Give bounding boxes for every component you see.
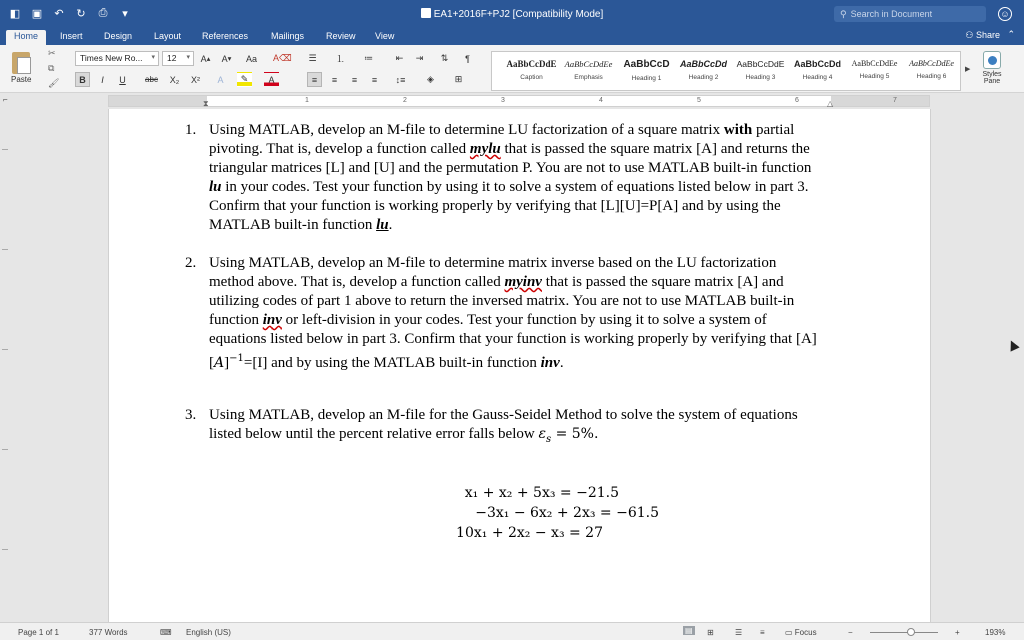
tab-references[interactable]: References xyxy=(202,31,249,41)
customize-toolbar-icon[interactable]: ▾ xyxy=(122,6,128,20)
bold-icon[interactable]: B xyxy=(75,72,90,87)
align-center-icon[interactable]: ≡ xyxy=(331,74,338,85)
style-heading-5[interactable]: AaBbCcDdEe Heading 5 xyxy=(851,59,898,80)
q2-superscript: −1 xyxy=(229,353,244,364)
equation-1: x₁ + x₂ + 5x₃ = −21.5 xyxy=(464,485,619,501)
style-heading-6[interactable]: AaBbCcDdEe Heading 6 xyxy=(909,59,954,80)
numbering-icon[interactable]: ⒈ xyxy=(335,54,345,64)
vruler-tick xyxy=(2,249,8,250)
styles-pane-icon xyxy=(983,51,1001,69)
q3-text: Using MATLAB, develop an M-file for the Gauss-Seidel Method to solve the system of equations listed below until the percent relative error falls below xyxy=(209,407,798,442)
superscript-icon[interactable]: X² xyxy=(191,74,200,85)
equation-system[interactable] xyxy=(409,483,659,543)
focus-icon: ▭ xyxy=(785,628,795,637)
tab-stop-icon[interactable]: ⌐ xyxy=(3,95,8,104)
borders-icon[interactable]: ⊞ xyxy=(454,74,463,84)
tab-review[interactable]: Review xyxy=(326,31,356,41)
ruler-number: 7 xyxy=(893,97,897,104)
list-number: 1. xyxy=(185,122,197,138)
q1-function-mylu: mylu xyxy=(469,141,501,157)
vruler-tick xyxy=(2,349,8,350)
save-icon[interactable]: ▣ xyxy=(31,6,43,20)
paste-label: Paste xyxy=(11,75,32,84)
q1-function-lu-2: lu xyxy=(376,217,389,233)
q2-text: that is passed the square matrix [A] and utilizing codes of part 1 above to return the inversed matrix. You are not to use MATLAB built-in function xyxy=(209,274,795,328)
q1-function-lu: lu xyxy=(209,179,222,195)
sort-icon[interactable]: ⇅ xyxy=(440,53,449,63)
print-icon[interactable]: ⎙ xyxy=(98,6,108,19)
ribbon-tabs xyxy=(0,28,1024,45)
q1-text: Using MATLAB, develop an M-file to determine LU factorization of a square matrix xyxy=(209,122,724,138)
format-painter-icon[interactable]: 🖌 xyxy=(48,78,60,88)
q1-text: that is passed the square matrix [A] and returns the triangular matrices [L] and [U] and the permutation P. You are not to use MATLAB built-in function xyxy=(209,141,812,176)
align-left-icon[interactable]: ≡ xyxy=(307,72,322,87)
zoom-slider[interactable] xyxy=(870,632,938,633)
horizontal-ruler[interactable] xyxy=(0,93,1024,109)
search-input[interactable]: ⚲ Search in Document xyxy=(834,6,986,22)
q2-text: . xyxy=(559,355,564,371)
ruler-track xyxy=(108,95,930,107)
highlight-icon[interactable]: ✎ xyxy=(237,72,252,87)
vruler-tick xyxy=(2,549,8,550)
collapse-ribbon-icon[interactable]: ⌃ xyxy=(1007,29,1015,39)
style-heading-1[interactable]: AaBbCcD Heading 1 xyxy=(623,59,670,82)
ribbon xyxy=(0,45,1024,93)
styles-more-arrow-icon[interactable]: ▶ xyxy=(965,66,971,73)
text-effects-icon[interactable]: A xyxy=(217,74,224,85)
zoom-in-icon[interactable]: + xyxy=(955,628,960,637)
q2-text: or left-division in your codes. Test your function by using it to solve a system of equations listed below in part 3. Confirm that your function is working properly by verifying that [A][ xyxy=(209,312,817,371)
shrink-font-icon[interactable]: A ▾ xyxy=(221,53,232,64)
title-bar xyxy=(0,0,1024,28)
share-button[interactable]: ⚇ Share xyxy=(965,30,1000,40)
ruler-number: 5 xyxy=(697,97,701,104)
undo-icon[interactable]: ↶ xyxy=(54,6,64,20)
question-2[interactable] xyxy=(185,254,819,373)
font-name-select[interactable]: Times New Ro... ▾ xyxy=(75,51,159,66)
strikethrough-icon[interactable]: abc xyxy=(145,75,158,84)
page-count[interactable]: Page 1 of 1 xyxy=(18,628,59,637)
copy-icon[interactable]: ⧉ xyxy=(48,63,55,73)
print-layout-icon[interactable]: ▤ xyxy=(685,626,693,635)
shading-icon[interactable]: ◈ xyxy=(427,74,434,84)
show-formatting-icon[interactable]: ¶ xyxy=(465,53,470,64)
font-size-select[interactable]: 12 ▾ xyxy=(162,51,194,66)
sidebar-toggle-icon[interactable]: ◧ xyxy=(9,6,21,20)
left-margin-shade xyxy=(109,96,207,106)
q1-text: partial pivoting. That is, develop a function called xyxy=(209,122,795,157)
line-spacing-icon[interactable]: ↕≡ xyxy=(395,74,406,85)
font-color-icon[interactable]: A xyxy=(264,72,279,87)
feedback-smiley-icon[interactable]: ☺ xyxy=(998,7,1012,21)
multilevel-list-icon[interactable]: ≔ xyxy=(364,53,373,63)
q1-text: . xyxy=(388,217,393,233)
q2-text: =[I] and by using the MATLAB built-in function xyxy=(243,355,541,371)
question-3[interactable] xyxy=(185,406,819,449)
word-count[interactable]: 377 Words xyxy=(89,628,128,637)
style-caption[interactable]: AaBbCcDdE Caption xyxy=(506,59,557,81)
vruler-tick xyxy=(2,449,8,450)
style-heading-3[interactable]: AaBbCcDdE Heading 3 xyxy=(736,59,785,81)
tab-design[interactable]: Design xyxy=(104,31,133,41)
q2-function-myinv: myinv xyxy=(504,274,542,290)
tab-insert[interactable]: Insert xyxy=(60,31,83,41)
ruler-number: 6 xyxy=(795,97,799,104)
word-doc-icon xyxy=(421,8,431,18)
document-page[interactable] xyxy=(108,109,931,624)
question-1[interactable] xyxy=(185,121,819,235)
q3-math-epsilon: ε xyxy=(538,426,546,442)
tab-view[interactable]: View xyxy=(375,31,395,41)
vruler-tick xyxy=(2,149,8,150)
styles-pane-button[interactable]: Styles Pane xyxy=(978,51,1006,85)
zoom-level[interactable]: 193% xyxy=(985,628,1006,637)
q3-math-subscript: s xyxy=(545,434,552,445)
tab-layout[interactable]: Layout xyxy=(154,31,182,41)
style-emphasis[interactable]: AaBbCcDdEe Emphasis xyxy=(564,59,613,81)
right-indent-marker-icon[interactable]: △ xyxy=(827,99,834,108)
bullets-icon[interactable]: ☰ xyxy=(308,53,317,63)
italic-icon[interactable]: I xyxy=(101,74,104,85)
vertical-ruler[interactable] xyxy=(0,109,10,622)
add-person-icon: ⚇ xyxy=(965,30,976,40)
chevron-down-icon: ▾ xyxy=(186,54,190,61)
proofing-icon[interactable]: ⌨ xyxy=(160,628,172,637)
zoom-slider-handle[interactable] xyxy=(907,628,915,636)
ruler-number: 2 xyxy=(403,97,407,104)
cut-icon[interactable]: ✂ xyxy=(48,48,56,58)
style-heading-2[interactable]: AaBbCcDd Heading 2 xyxy=(679,59,727,81)
language-indicator[interactable]: English (US) xyxy=(186,628,231,637)
chevron-down-icon: ▾ xyxy=(151,54,155,61)
decrease-indent-icon[interactable]: ⇤ xyxy=(395,53,404,63)
ruler-number: 1 xyxy=(305,97,309,104)
list-number: 3. xyxy=(185,407,197,423)
q1-bold-with: with xyxy=(723,122,753,138)
redo-icon[interactable]: ↻ xyxy=(76,6,86,20)
styles-gallery xyxy=(491,51,961,91)
status-bar xyxy=(0,622,1024,640)
q3-math-threshold: = 5%. xyxy=(551,426,599,442)
web-layout-icon[interactable]: ⊞ xyxy=(707,628,714,637)
list-number: 2. xyxy=(185,255,197,271)
increase-indent-icon[interactable]: ⇥ xyxy=(415,53,424,63)
left-indent-marker-icon[interactable]: ⧗ xyxy=(203,99,209,108)
tab-mailings[interactable]: Mailings xyxy=(271,31,305,41)
ruler-number: 4 xyxy=(599,97,603,104)
q2-text: ] xyxy=(224,355,230,371)
focus-button[interactable]: ▭ Focus xyxy=(785,628,817,637)
clear-formatting-icon[interactable]: A⌫ xyxy=(273,53,292,63)
change-case-icon[interactable]: Aa xyxy=(245,53,257,64)
document-title: EA1+2016F+PJ2 [Compatibility Mode] xyxy=(0,8,1024,20)
grow-font-icon[interactable]: A ▴ xyxy=(200,53,211,64)
right-margin-shade xyxy=(831,96,929,106)
style-heading-4[interactable]: AaBbCcDd Heading 4 xyxy=(793,59,841,81)
paste-button[interactable] xyxy=(12,52,30,74)
justify-icon[interactable]: ≡ xyxy=(371,74,378,85)
mouse-pointer-icon xyxy=(1006,338,1019,351)
underline-icon[interactable]: U xyxy=(119,74,126,85)
align-right-icon[interactable]: ≡ xyxy=(351,74,358,85)
q2-text: Using MATLAB, develop an M-file to determine matrix inverse based on the LU factorization method above. That is, develop a function called xyxy=(209,255,777,290)
q1-text: in your codes. Test your function by using it to solve a system of equations listed below in part 3. Confirm that your function is working properly by verifying that [L][U]=P[A] and by using the MATLAB built-in function xyxy=(209,179,809,233)
outline-view-icon[interactable]: ☰ xyxy=(735,628,743,637)
q2-function-inv: inv xyxy=(262,312,282,328)
subscript-icon[interactable]: X₂ xyxy=(169,74,180,85)
q2-math-a: A xyxy=(214,355,225,371)
equation-3: 10x₁ + 2x₂ − x₃ = 27 xyxy=(456,525,603,541)
draft-view-icon[interactable]: ≡ xyxy=(760,628,765,637)
search-icon: ⚲ xyxy=(840,8,847,19)
q2-function-inv-2: inv xyxy=(540,355,560,371)
ruler-number: 3 xyxy=(501,97,505,104)
equation-2: −3x₁ − 6x₂ + 2x₃ = −61.5 xyxy=(475,505,659,521)
zoom-out-icon[interactable]: − xyxy=(848,628,853,637)
tab-home[interactable]: Home xyxy=(6,30,46,45)
